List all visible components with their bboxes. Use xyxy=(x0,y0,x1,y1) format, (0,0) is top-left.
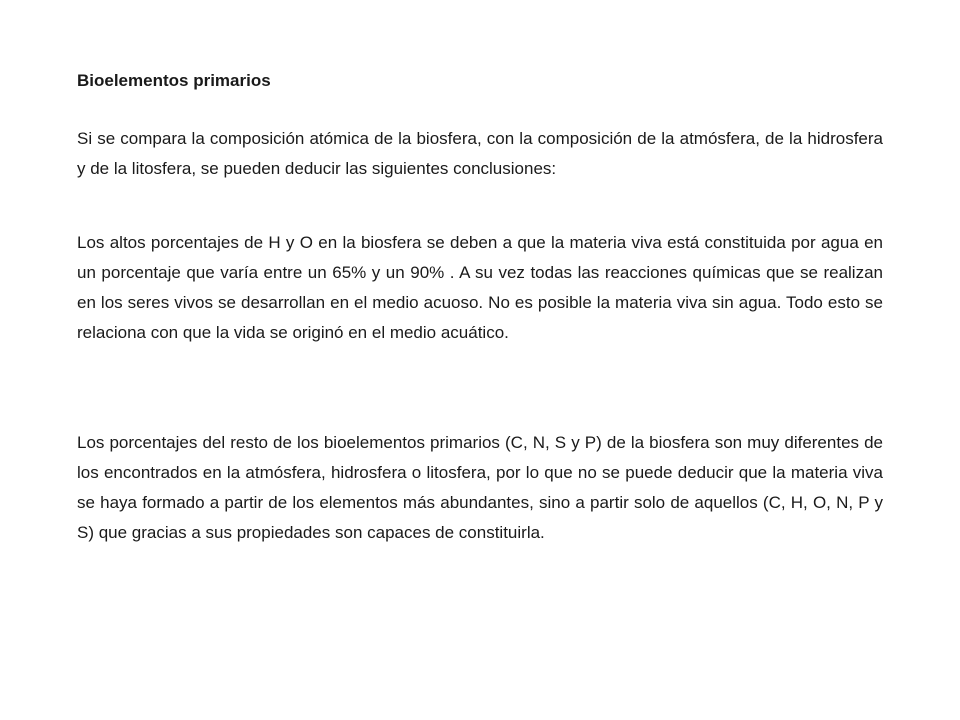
intro-paragraph: Si se compara la composición atómica de la biosfera, con la composición de la atmósfera, de la hidrosfera y de la litosfera, se pueden deducir las siguientes conclusiones: xyxy=(77,129,883,178)
bioelements-paragraph: Los porcentajes del resto de los bioelementos primarios (C, N, S y P) de la biosfera son muy diferentes de los encontrados en la atmósfera, hidrosfera o litosfera, por lo que no se puede deducir que la materia viva se haya formado a partir de los elementos más abundantes, sino a partir solo de aquellos (C, H, O, N, P y S) que gracias a sus propiedades son capaces de constituirla. xyxy=(77,433,883,542)
water-paragraph: Los altos porcentajes de H y O en la biosfera se deben a que la materia viva está constituida por agua en un porcentaje que varía entre un 65% y un 90% . A su vez todas las reacciones químicas que se realizan en los seres vivos se desarrollan en el medio acuoso. No es posible la materia viva sin agua. Todo esto se relaciona con que la vida se originó en el medio acuático. xyxy=(77,233,883,342)
page-title: Bioelementos primarios xyxy=(77,71,271,90)
